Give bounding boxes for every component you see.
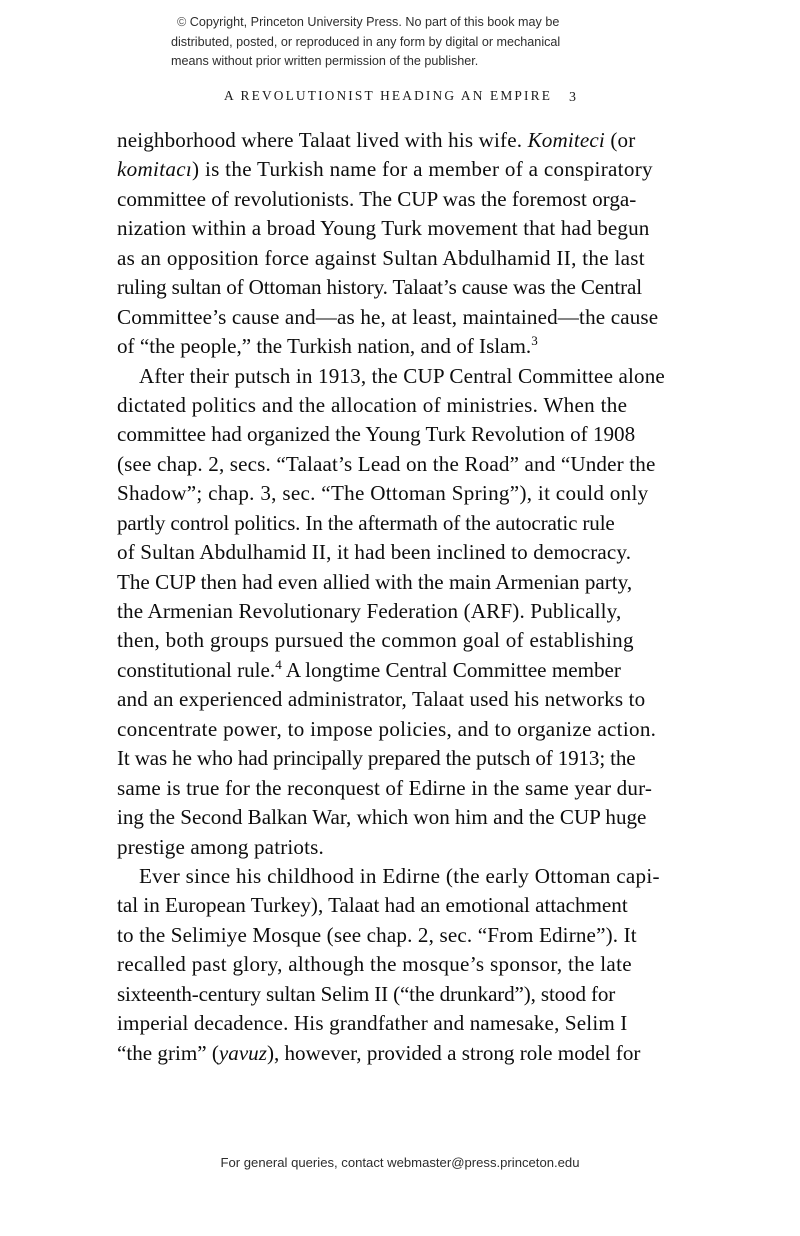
text-run: recalled past glory, although the mosque’s sponsor, the late (117, 952, 632, 977)
text-run: partly control politics. In the aftermath of the autocratic rule (117, 510, 615, 535)
text-run: then, both groups pursued the common goal of establishing (117, 628, 634, 653)
text-run: committee had organized the Young Turk Revolution of 1908 (117, 422, 636, 447)
text-run: and an experienced administrator, Talaat used his networks to (117, 687, 646, 712)
text-line (117, 391, 683, 420)
text-line (117, 273, 683, 302)
text-line (117, 656, 683, 685)
text-run: the Armenian Revolutionary Federation (ARF). Publically, (117, 599, 622, 623)
text-run: sixteenth-century sultan Selim II (“the drunkard”), stood for (117, 981, 616, 1006)
text-run: of Sultan Abdulhamid II, it had been inclined to democracy. (117, 540, 632, 565)
text-line (117, 891, 683, 920)
text-line (117, 921, 683, 950)
text-line (117, 685, 683, 714)
text-run: to the Selimiye Mosque (see chap. 2, sec. “From Edirne”). It (117, 922, 637, 947)
text-run: dictated politics and the allocation of ministries. When the (117, 392, 628, 417)
text-line (117, 185, 683, 214)
text-line (117, 597, 683, 626)
text-run: “the grim” ( (117, 1040, 219, 1065)
text-run: ruling sultan of Ottoman history. Talaat’s cause was the Central (117, 275, 642, 300)
italic-text: yavuz (218, 1040, 267, 1065)
running-head-title: A REVOLUTIONIST HEADING AN EMPIRE (223, 88, 553, 103)
text-run: constitutional rule. (117, 657, 276, 682)
text-line (117, 332, 683, 361)
footnote-marker: 4 (275, 656, 282, 672)
text-line (117, 450, 683, 479)
text-line (117, 833, 683, 862)
text-run: ing the Second Balkan War, which won him and the CUP huge (117, 805, 647, 830)
text-run: neighborhood where Talaat lived with his wife. (117, 128, 528, 152)
text-line (117, 950, 683, 979)
text-line (117, 715, 683, 744)
text-run: (or (604, 128, 636, 152)
text-run: (see chap. 2, secs. “Talaat’s Lead on the Road” and “Under the (117, 451, 656, 476)
text-line (117, 626, 683, 655)
text-line (117, 303, 683, 332)
text-line (117, 568, 683, 597)
copyright-line-3: means without prior written permission of the publisher. (171, 54, 479, 69)
text-run: It was he who had principally prepared the putsch of 1913; the (117, 746, 636, 771)
text-run: After their putsch in 1913, the CUP Central Committee alone (139, 363, 665, 388)
text-run: The CUP then had even allied with the main Armenian party, (117, 569, 633, 594)
text-run: same is true for the reconquest of Edirne in the same year dur- (117, 775, 653, 800)
text-line (117, 774, 683, 803)
text-line (117, 1039, 683, 1068)
text-run: of “the people,” the Turkish nation, and of Islam. (117, 334, 532, 359)
text-run: as an opposition force against Sultan Abdulhamid II, the last (117, 245, 645, 270)
text-line (117, 214, 683, 243)
running-head (0, 88, 800, 105)
text-line (117, 155, 683, 184)
text-line (117, 862, 683, 891)
text-run: ), however, provided a strong role model for (266, 1040, 641, 1065)
text-line (117, 980, 683, 1009)
text-run: imperial decadence. His grandfather and namesake, Selim I (117, 1011, 628, 1036)
footer-note: For general queries, contact webmaster@press.princeton.edu (220, 1155, 580, 1170)
copyright-line-1-text: Copyright, Princeton University Press. No part of this book may be (189, 15, 560, 29)
copyright-line-1 (177, 13, 641, 33)
page-number: 3 (569, 90, 577, 105)
text-run: prestige among patriots. (117, 834, 324, 859)
text-run: A longtime Central Committee member (281, 657, 621, 682)
text-line (117, 126, 683, 155)
body-text (117, 126, 683, 1068)
text-run: Committee’s cause and—as he, at least, maintained—the cause (117, 304, 659, 329)
text-line (117, 244, 683, 273)
text-line (117, 744, 683, 773)
text-line (117, 420, 683, 449)
italic-text: komitacı (117, 157, 193, 182)
text-line (117, 362, 683, 391)
text-run: nization within a broad Young Turk movement that had begun (117, 216, 650, 241)
copyright-notice (171, 13, 641, 72)
italic-text: Komiteci (527, 128, 605, 152)
text-run: Ever since his childhood in Edirne (the early Ottoman capi- (139, 863, 660, 888)
text-run: ) is the Turkish name for a member of a conspiratory (192, 157, 653, 182)
copyright-line-2: distributed, posted, or reproduced in any form by digital or mechanical (171, 34, 561, 49)
text-line (117, 509, 683, 538)
text-run: concentrate power, to impose policies, and to organize action. (117, 716, 657, 741)
text-line (117, 803, 683, 832)
copyright-symbol: © (177, 15, 187, 29)
text-run: committee of revolutionists. The CUP was the foremost orga- (117, 186, 637, 211)
footnote-marker: 3 (531, 333, 538, 349)
text-run: tal in European Turkey), Talaat had an emotional attachment (117, 893, 628, 918)
text-line (117, 538, 683, 567)
text-run: Shadow”; chap. 3, sec. “The Ottoman Spring”), it could only (117, 481, 649, 506)
text-line (117, 479, 683, 508)
text-line (117, 1009, 683, 1038)
